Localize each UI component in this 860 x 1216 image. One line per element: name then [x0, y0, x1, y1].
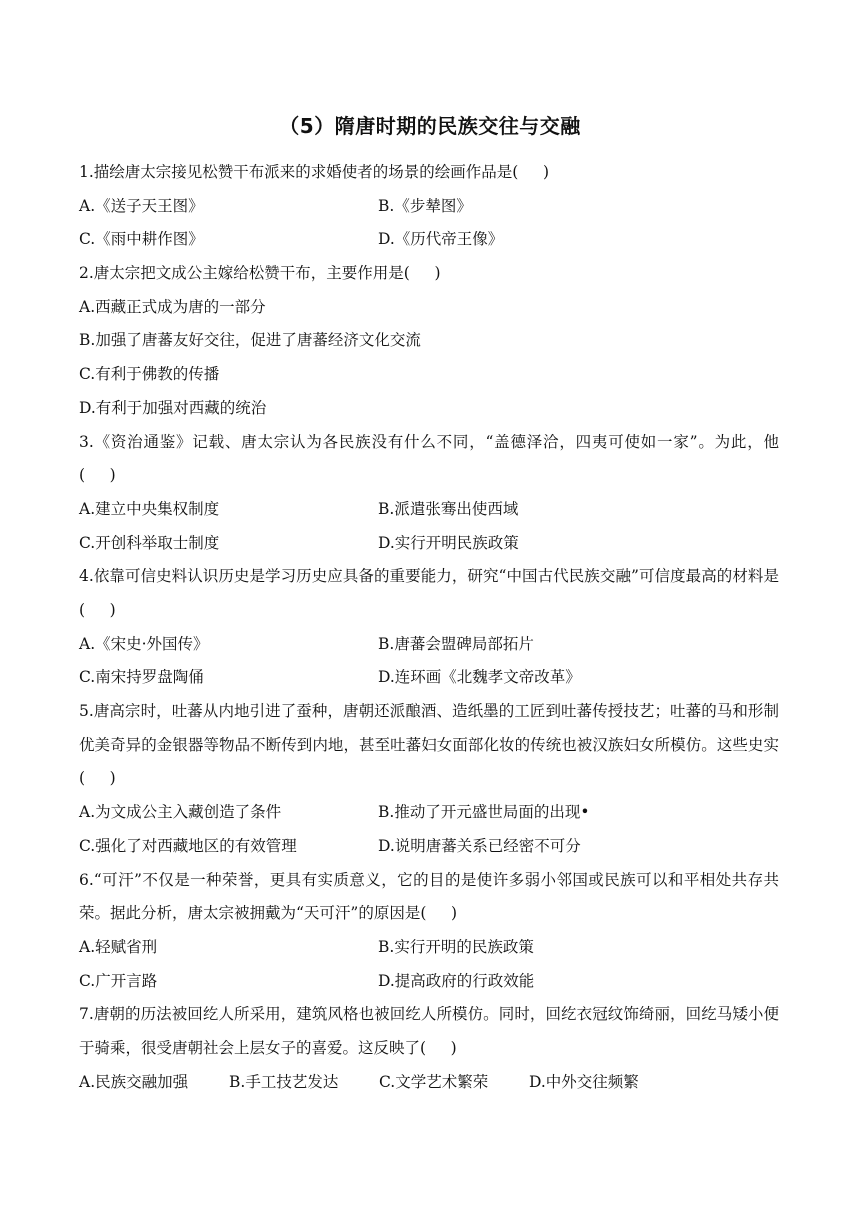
question-3-option-d: D.实行开明民族政策: [378, 533, 519, 552]
question-5-stem: 5.唐高宗时，吐蕃从内地引进了蚕种，唐朝还派酿酒、造纸墨的工匠到吐蕃传授技艺；吐蕃的马和形制优美奇异的金银器等物品不断传到内地，甚至吐蕃妇女面部化妆的传统也被汉族妇女所模仿。这些史实( ): [79, 702, 779, 788]
question-5-option-d: D.说明唐蕃关系已经密不可分: [378, 836, 581, 855]
question-1-stem: 1.描绘唐太宗接见松赞干布派来的求婚使者的场景的绘画作品是( ): [79, 163, 550, 181]
page-title: （5）隋唐时期的民族交往与交融: [279, 114, 581, 138]
question-4-option-a: A.《宋史·外国传》: [79, 634, 209, 653]
question-5-option-a: A.为文成公主入藏创造了条件: [79, 803, 282, 822]
question-1-options-row-2: [79, 223, 779, 257]
question-1-option-d: D.《历代帝王像》: [378, 230, 504, 249]
question-6-options-row-2: [79, 965, 779, 999]
question-7-option-c: C.文学艺术繁荣: [379, 1072, 489, 1091]
question-list: [79, 156, 779, 1099]
question-1-option-c: C.《雨中耕作图》: [79, 230, 204, 249]
question-2-option-a: A.西藏正式成为唐的一部分: [79, 297, 266, 316]
question-7-stem: 7.唐朝的历法被回纥人所采用，建筑风格也被回纥人所模仿。同时，回纥衣冠纹饰绮丽，回纥马矮小便于骑乘，很受唐朝社会上层女子的喜爱。这反映了( ): [79, 1005, 779, 1057]
question-2-option-b: B.加强了唐蕃友好交往，促进了唐蕃经济文化交流: [79, 331, 421, 350]
question-4-option-b: B.唐蕃会盟碑局部拓片: [378, 634, 534, 653]
question-7-options-row: [79, 1066, 779, 1100]
question-6-options-row-1: [79, 931, 779, 965]
question-1-option-a: A.《送子天王图》: [79, 196, 204, 215]
question-5-option-c: C.强化了对西藏地区的有效管理: [79, 836, 297, 855]
question-3-options-row-1: [79, 493, 779, 527]
question-7-option-b: B.手工技艺发达: [229, 1072, 339, 1091]
question-3-option-b: B.派遣张骞出使西域: [378, 499, 519, 518]
question-2-stem: 2.唐太宗把文成公主嫁给松赞干布，主要作用是( ): [79, 264, 441, 283]
question-4-option-d: D.连环画《北魏孝文帝改革》: [378, 668, 581, 687]
question-6-option-c: C.广开言路: [79, 971, 158, 990]
question-3-stem: 3.《资治通鉴》记载、唐太宗认为各民族没有什么不同，“盖德泽洽，四夷可使如一家”。为此，他( ): [79, 432, 779, 485]
question-2-option-d: D.有利于加强对西藏的统治: [79, 398, 267, 417]
question-1-options-row-1: [79, 190, 779, 224]
question-4-options-row-1: [79, 628, 779, 662]
question-3-option-a: A.建立中央集权制度: [79, 499, 220, 518]
question-5-option-b: B.推动了开元盛世局面的出现•: [378, 803, 590, 822]
question-4-stem: 4.依靠可信史料认识历史是学习历史应具备的重要能力，研究“中国古代民族交融”可信度最高的材料是( ): [79, 567, 779, 619]
question-6-option-d: D.提高政府的行政效能: [378, 971, 535, 990]
question-4-option-c: C.南宋持罗盘陶俑: [79, 668, 204, 687]
question-2-option-c: C.有利于佛教的传播: [79, 365, 220, 384]
question-6-option-a: A.轻赋省刑: [79, 937, 158, 956]
question-3-option-c: C.开创科举取士制度: [79, 533, 220, 552]
question-6-stem: 6.“可汗”不仅是一种荣誉，更具有实质意义，它的目的是使许多弱小邻国或民族可以和平相处共存共荣。据此分析，唐太宗被拥戴为“天可汗”的原因是( ): [79, 870, 779, 923]
question-3-options-row-2: [79, 527, 779, 561]
question-4-options-row-2: [79, 661, 779, 695]
question-5-options-row-2: [79, 830, 779, 864]
question-7-option-d: D.中外交往频繁: [529, 1072, 639, 1091]
question-5-options-row-1: [79, 796, 779, 830]
question-1-option-b: B.《步辇图》: [378, 196, 472, 215]
question-7-option-a: A.民族交融加强: [79, 1072, 189, 1091]
question-6-option-b: B.实行开明的民族政策: [378, 937, 534, 956]
